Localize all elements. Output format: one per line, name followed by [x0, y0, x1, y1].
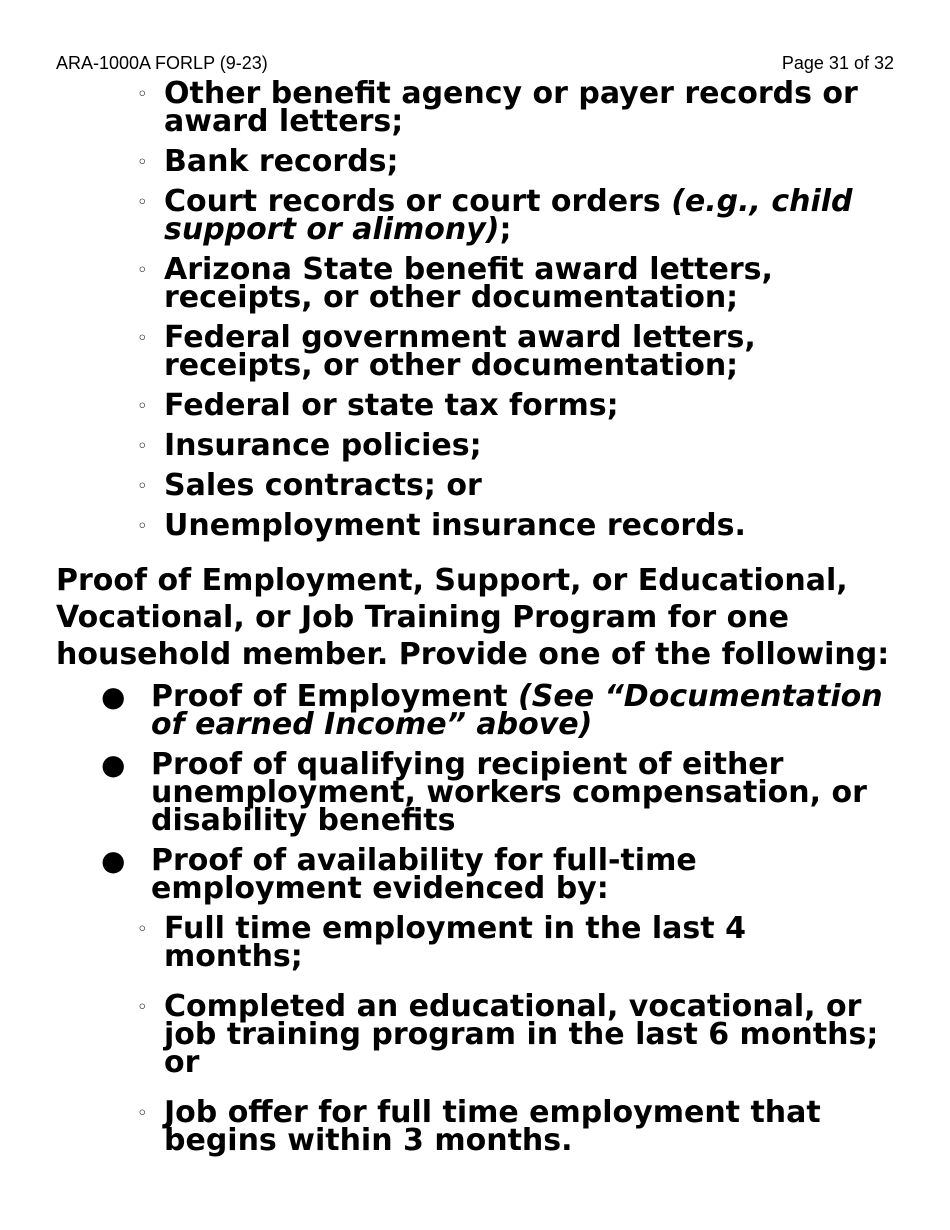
dot-list [0, 679, 950, 906]
dot-bullet-icon: ● [101, 748, 126, 781]
circle-bullet-icon: ◦ [137, 516, 148, 537]
list-item [0, 843, 950, 906]
list-item-italic: (e.g., child support or alimony) [164, 184, 853, 247]
circle-bullet-icon: ◦ [137, 919, 148, 940]
circle-bullet-icon: ◦ [137, 436, 148, 457]
circle-bullet-icon: ◦ [137, 1103, 148, 1124]
page-header [56, 53, 894, 74]
list-item-text: Unemployment insurance records. [164, 508, 746, 543]
list-item-text: Other benefit agency or payer records or award letters; [164, 76, 858, 139]
list-item [0, 679, 950, 742]
list-item [0, 508, 950, 543]
list-item [0, 184, 950, 247]
page-number: Page 31 of 32 [781, 53, 894, 73]
list-item [0, 320, 950, 383]
circle-bullet-icon: ◦ [137, 260, 148, 281]
circle-bullet-icon: ◦ [137, 328, 148, 349]
list-item-text: Job offer for full time employment that begins within 3 months. [164, 1095, 821, 1158]
list-item-text: Full time employment in the last 4 months; [164, 911, 746, 974]
list-item-text: Completed an educational, vocational, or job training program in the last 6 months; or [164, 989, 879, 1080]
list-item-text: Federal government award letters, receipts, or other documentation; [164, 320, 756, 383]
list-item [0, 747, 950, 838]
list-item [0, 388, 950, 423]
list-item [0, 989, 950, 1080]
list-item-text: Proof of availability for full-time employment evidenced by: [151, 843, 697, 906]
list-item-tail: ; [499, 212, 512, 247]
list-item [0, 428, 950, 463]
list-item-text: Bank records; [164, 144, 399, 179]
list-item [0, 468, 950, 503]
page-content [0, 76, 950, 1167]
list-item [0, 1095, 950, 1158]
circle-list-top [0, 76, 950, 543]
list-item-text: Federal or state tax forms; [164, 388, 619, 423]
list-item [0, 76, 950, 139]
circle-bullet-icon: ◦ [137, 997, 148, 1018]
list-item [0, 252, 950, 315]
dot-bullet-icon: ● [101, 844, 126, 877]
section-heading: Proof of Employment, Support, or Educational, Vocational, or Job Training Program for one household member. Provide one of the following: [56, 563, 890, 672]
circle-bullet-icon: ◦ [137, 476, 148, 497]
list-item-italic: (See “Documentation of earned Income” above) [151, 679, 883, 742]
circle-list-sub [0, 911, 950, 1158]
list-item-text: Proof of Employment [151, 679, 519, 714]
list-item [0, 144, 950, 179]
circle-bullet-icon: ◦ [137, 396, 148, 417]
list-item-text: Sales contracts; or [164, 468, 482, 503]
dot-bullet-icon: ● [101, 680, 126, 713]
circle-bullet-icon: ◦ [137, 152, 148, 173]
list-item-text: Court records or court orders [164, 184, 672, 219]
list-item-text: Proof of qualifying recipient of either unemployment, workers compensation, or disability benefits [151, 747, 867, 838]
circle-bullet-icon: ◦ [137, 84, 148, 105]
form-code: ARA-1000A FORLP (9-23) [56, 53, 268, 73]
circle-bullet-icon: ◦ [137, 192, 148, 213]
list-item-text: Insurance policies; [164, 428, 482, 463]
list-item-text: Arizona State benefit award letters, receipts, or other documentation; [164, 252, 773, 315]
list-item [0, 911, 950, 974]
